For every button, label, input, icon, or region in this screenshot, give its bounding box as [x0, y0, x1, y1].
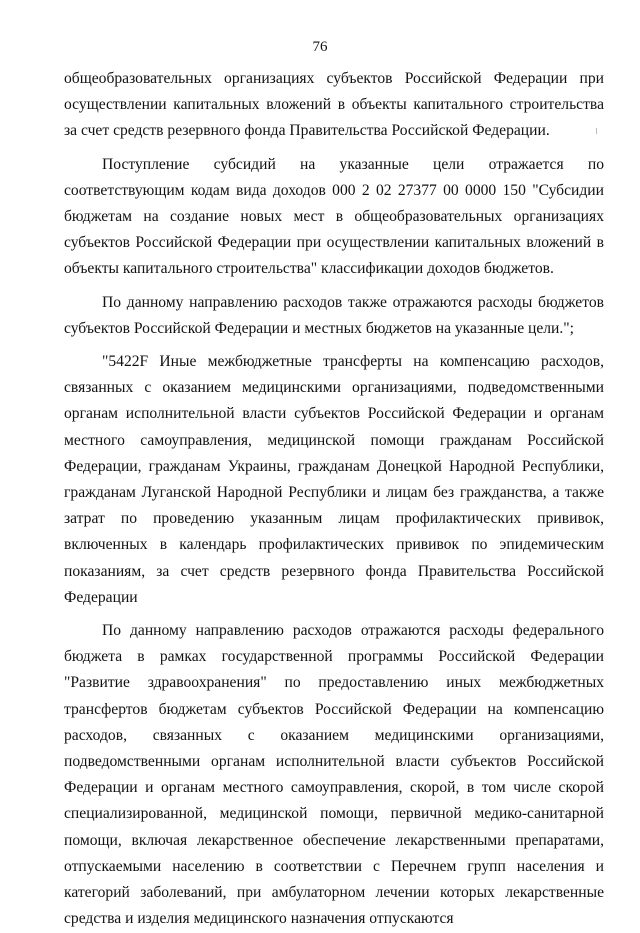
paragraph-continuation: общеобразовательных организациях субъектов Российской Федерации при осуществлении капитальных вложений в объекты капитального строительства за счет средств резервного фонда Правительства Российской Федерации.: [64, 70, 604, 140]
paragraph-5422f-heading: "5422F Иные межбюджетные трансферты на компенсацию расходов, связанных с оказанием медицинскими организациями, подведомственными органам исполнительной власти субъектов Российской Федерации и органам местного самоуправления, медицинской помощи гражданам Российской Федерации, гражданам Украины, гражданам Донецкой Народной Республики, гражданам Луганской Народной Республики и лицам без гражданства, а также затрат по проведению указанным лицам профилактических прививок, включенных в календарь профилактических прививок по эпидемическим показаниям, за счет средств резервного фонда Правительства Российской Федерации: [64, 353, 604, 606]
document-body: [64, 66, 604, 933]
scan-artifact: [596, 128, 597, 134]
paragraph-subsidy-receipt: Поступление субсидий на указанные цели отражается по соответствующим кодам вида доходов 000 2 02 27377 00 0000 150 "Субсидии бюджетам на создание новых мест в общеобразовательных организациях субъектов Российской Федерации при осуществлении капитальных вложений в объекты капитального строительства" классификации доходов бюджетов.: [64, 155, 604, 278]
paragraph-budget-expenses: По данному направлению расходов также отражаются расходы бюджетов субъектов Российской Федерации и местных бюджетов на указанные цели.";: [64, 293, 604, 337]
page-number: 76: [312, 39, 328, 55]
paragraph-5422f-description: По данному направлению расходов отражаются расходы федерального бюджета в рамках государственной программы Российской Федерации "Развитие здравоохранения" по предоставлению иных межбюджетных трансфертов бюджетам субъектов Российской Федерации на компенсацию расходов, связанных с оказанием медицинскими организациями, подведомственными органам исполнительной власти субъектов Российской Федерации и органам местного самоуправления, скорой, в том числе скорой специализированной, медицинской помощи, первичной медико-санитарной помощи, включая лекарственное обеспечение лекарственными препаратами, отпускаемыми населению в соответствии с Перечнем групп населения и категорий заболеваний, при амбулаторном лечении которых лекарственные средства и изделия медицинского назначения отпускаются: [64, 622, 604, 928]
